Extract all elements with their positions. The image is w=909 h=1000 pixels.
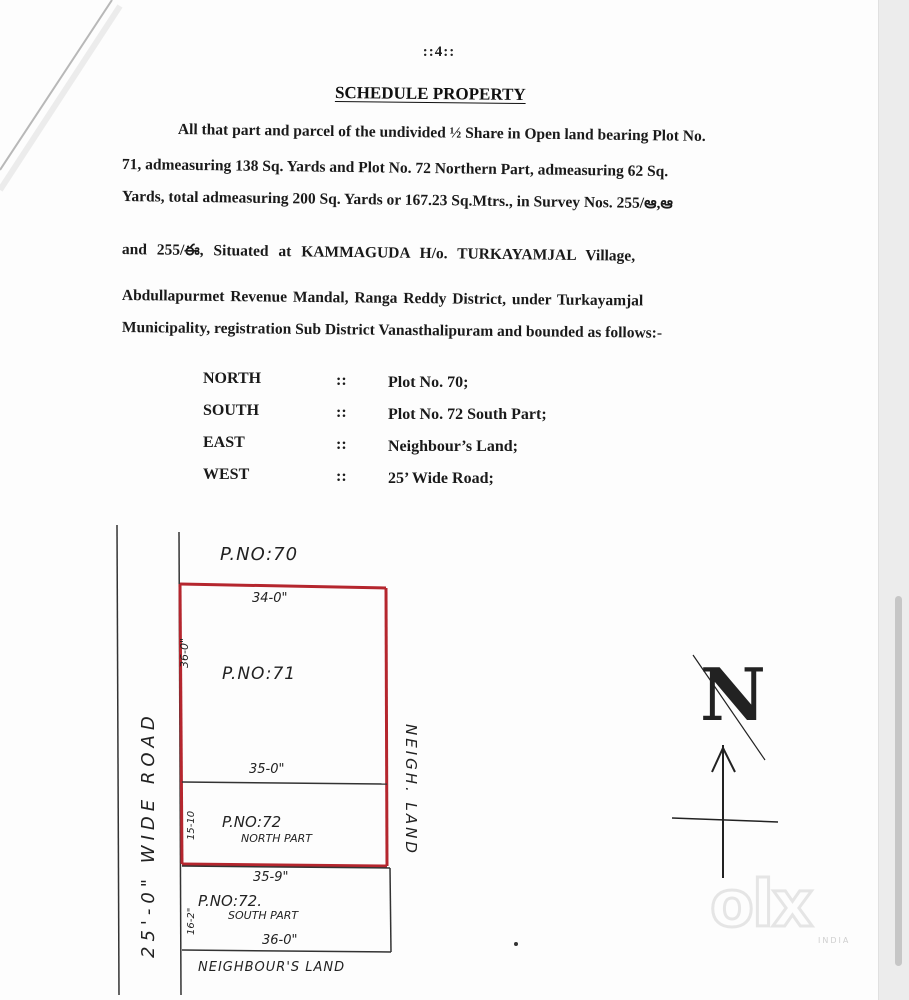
boundary-separator: ::	[336, 468, 347, 485]
dimension-label: 35-0"	[249, 762, 285, 777]
paragraph-line: Abdullapurmet Revenue Mandal, Ranga Reddy District, under Turkayamjal	[121, 287, 644, 310]
plot-72-south-sub: SOUTH PART	[228, 909, 299, 922]
dimension-label: 36-0"	[262, 933, 298, 948]
page-number: ::4::	[422, 44, 456, 60]
south-part-edge	[390, 868, 391, 952]
watermark-logo: olx	[710, 868, 812, 942]
plot-71-label: P.NO:71	[222, 664, 297, 684]
plot-72-north-label: P.NO:72	[222, 813, 282, 831]
plot-72-north-sub: NORTH PART	[241, 832, 312, 845]
watermark-country: INDIA	[818, 936, 851, 945]
scrollbar-thumb[interactable]	[895, 596, 902, 966]
boundary-direction: NORTH	[203, 370, 262, 387]
paragraph-line: Municipality, registration Sub District Vanasthalipuram and bounded as follows:-	[121, 319, 663, 342]
boundary-direction: EAST	[203, 434, 245, 451]
dimension-label: 36-0"	[178, 637, 191, 668]
boundary-value: Neighbour’s Land;	[388, 438, 518, 455]
boundary-direction: WEST	[203, 466, 250, 483]
boundary-value: Plot No. 70;	[388, 374, 469, 391]
road-label: 25'-0" WIDE ROAD	[138, 711, 159, 958]
boundary-separator: ::	[336, 436, 347, 453]
south-part-edge	[182, 950, 391, 952]
boundary-separator: ::	[336, 372, 347, 389]
boundary-direction: SOUTH	[203, 402, 260, 419]
boundary-separator: ::	[336, 404, 347, 421]
paragraph-line: and 255/ఈ, Situated at KAMMAGUDA H/o. TURKAYAMJAL Village,	[121, 241, 636, 265]
north-plot-label: P.NO:70	[220, 544, 299, 565]
paragraph-line: Yards, total admeasuring 200 Sq. Yards or 167.23 Sq.Mtrs., in Survey Nos. 255/ఆ,ఆ	[121, 188, 673, 213]
road-edge-line	[117, 525, 119, 995]
paragraph-line: 71, admeasuring 138 Sq. Yards and Plot No. 72 Northern Part, admeasuring 62 Sq.	[121, 156, 669, 181]
ink-dot	[514, 942, 518, 946]
compass-n-letter: N	[700, 652, 766, 737]
plot-72-south-label: P.NO:72.	[198, 892, 262, 910]
plot-divider-line	[182, 782, 387, 784]
dimension-label: 16-2"	[186, 907, 197, 935]
plot-boundary	[180, 584, 387, 866]
dimension-label: 15-10	[186, 810, 197, 840]
scrollbar-track[interactable]	[878, 0, 909, 1000]
boundary-value: Plot No. 72 South Part;	[388, 406, 547, 423]
dimension-label: 35-9"	[253, 870, 289, 885]
document-title: SCHEDULE PROPERTY	[334, 83, 526, 104]
south-neighbour-label: NEIGHBOUR'S LAND	[198, 960, 346, 975]
dimension-label: 34-0"	[252, 591, 288, 606]
boundary-value: 25’ Wide Road;	[388, 470, 494, 487]
east-neighbour-label: NEIGH. LAND	[402, 724, 420, 856]
paragraph-line: All that part and parcel of the undivided ½ Share in Open land bearing Plot No.	[177, 121, 706, 145]
